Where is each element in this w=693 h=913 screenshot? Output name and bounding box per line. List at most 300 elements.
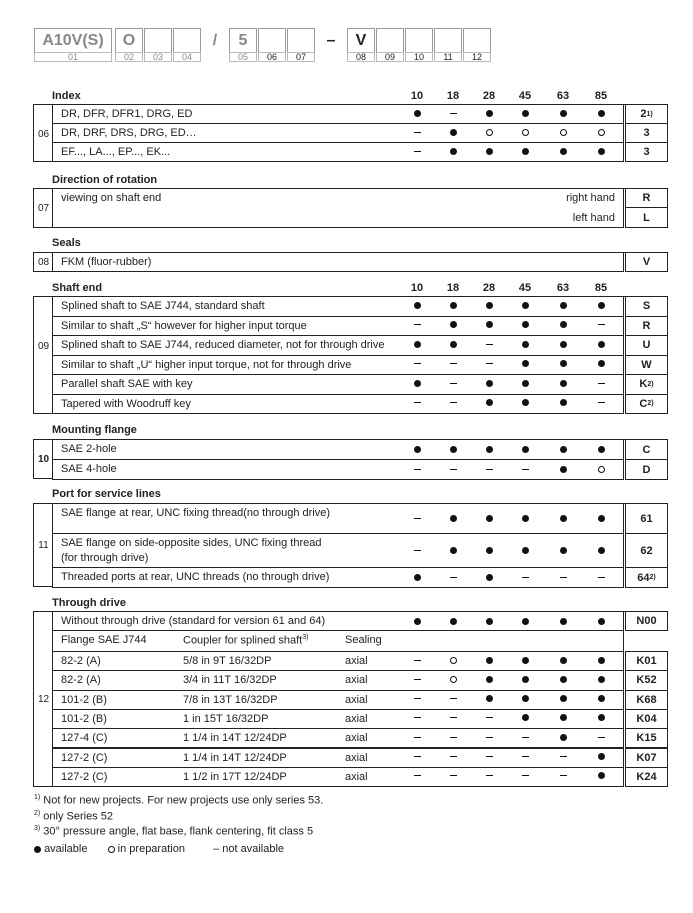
- availability-cell: [402, 123, 432, 142]
- flange-cell: 127-2 (C): [61, 770, 108, 783]
- availability-cell: [474, 567, 504, 587]
- available-dot-icon: [560, 321, 567, 328]
- available-dot-icon: [598, 148, 605, 155]
- available-dot-icon: [598, 676, 605, 683]
- code-box-03: [144, 28, 172, 53]
- row-label: EF..., LA..., EP..., EK...: [61, 146, 171, 158]
- code-box-07: [287, 28, 315, 53]
- available-dot-icon: [522, 341, 529, 348]
- available-dot-icon: [522, 110, 529, 117]
- code-number-09: 09: [376, 52, 404, 62]
- not-available-dash-icon: [522, 775, 529, 776]
- order-code: [625, 709, 668, 729]
- order-code-text: K68: [636, 693, 657, 706]
- availability-cell: [548, 394, 578, 414]
- order-code: [625, 316, 668, 337]
- code-box-10: [405, 28, 433, 53]
- size-header: 10: [410, 90, 424, 102]
- code-box-11: [434, 28, 462, 53]
- availability-cell: [438, 296, 468, 316]
- available-dot-icon: [450, 446, 457, 453]
- not-available-dash-icon: [414, 660, 421, 661]
- availability-cell: [438, 459, 468, 479]
- size-header: 63: [556, 90, 570, 102]
- size-header: 45: [518, 282, 532, 294]
- rotation-option-label: right hand: [566, 192, 615, 204]
- availability-cell: [586, 533, 616, 567]
- availability-cell: [586, 459, 616, 479]
- not-available-dash-icon: [486, 344, 493, 345]
- available-dot-icon: [522, 657, 529, 664]
- availability-cell: [402, 651, 432, 670]
- not-available-dash-icon: [450, 469, 457, 470]
- not-available-dash-icon: [450, 113, 457, 114]
- availability-cell: [548, 690, 578, 709]
- availability-cell: [586, 335, 616, 355]
- availability-cell: [402, 728, 432, 747]
- coupler-cell: 1 in 15T 16/32DP: [183, 712, 269, 725]
- availability-cell: [438, 335, 468, 355]
- available-dot-icon: [486, 380, 493, 387]
- availability-cell: [474, 316, 504, 336]
- available-dot-icon: [522, 148, 529, 155]
- available-dot-icon: [598, 753, 605, 760]
- order-code: [625, 728, 668, 748]
- not-available-dash-icon: [414, 717, 421, 718]
- availability-cell: [474, 533, 504, 567]
- section-title-index: Index: [52, 90, 81, 102]
- available-dot-icon: [414, 574, 421, 581]
- available-dot-icon: [522, 547, 529, 554]
- order-code: [625, 296, 668, 317]
- not-available-dash-icon: [598, 402, 605, 403]
- availability-cell: [548, 709, 578, 728]
- availability-cell: [510, 316, 540, 336]
- available-dot-icon: [486, 695, 493, 702]
- availability-cell: [402, 394, 432, 414]
- order-code: [625, 394, 668, 415]
- availability-cell: [474, 335, 504, 355]
- row-label: SAE 4-hole: [61, 463, 117, 475]
- availability-cell: [402, 690, 432, 709]
- through-header-sealing: Sealing: [345, 634, 382, 646]
- seals-row: [52, 252, 624, 272]
- order-code-text: 2: [640, 108, 647, 120]
- available-dot-icon: [560, 302, 567, 309]
- availability-cell: [474, 748, 504, 767]
- availability-cell: [510, 690, 540, 709]
- availability-cell: [510, 670, 540, 689]
- availability-cell: [586, 503, 616, 533]
- availability-cell: [402, 296, 432, 316]
- not-available-dash-icon: [450, 698, 457, 699]
- availability-cell: [474, 767, 504, 786]
- order-code-text: 3: [643, 127, 650, 139]
- not-available-dash-icon: [450, 756, 457, 757]
- availability-cell: [510, 611, 540, 631]
- available-dot-icon: [598, 695, 605, 702]
- available-dot-icon: [450, 547, 457, 554]
- code-number-11: 11: [434, 52, 462, 62]
- rotation-row: [52, 188, 624, 228]
- available-dot-icon: [560, 446, 567, 453]
- availability-cell: [474, 728, 504, 747]
- available-dot-icon: [522, 446, 529, 453]
- availability-cell: [474, 142, 504, 161]
- availability-cell: [474, 670, 504, 689]
- flange-cell: 101-2 (B): [61, 693, 107, 706]
- availability-cell: [438, 709, 468, 728]
- availability-cell: [510, 728, 540, 747]
- availability-cell: [438, 104, 468, 123]
- availability-cell: [474, 709, 504, 728]
- sealing-cell: axial: [345, 693, 368, 706]
- size-header: 85: [594, 90, 608, 102]
- sealing-cell: axial: [345, 674, 368, 687]
- order-code: N00: [625, 611, 668, 631]
- availability-cell: [474, 690, 504, 709]
- available-dot-icon: [414, 380, 421, 387]
- availability-cell: [438, 670, 468, 689]
- available-dot-icon: [486, 446, 493, 453]
- available-dot-icon: [598, 341, 605, 348]
- order-code: [625, 439, 668, 460]
- section-number: 09: [37, 341, 50, 352]
- sealing-cell: axial: [345, 751, 368, 764]
- availability-cell: [474, 296, 504, 316]
- availability-cell: [438, 767, 468, 786]
- not-available-dash-icon: [450, 383, 457, 384]
- available-dot-icon: [560, 341, 567, 348]
- availability-cell: [474, 439, 504, 459]
- not-available-dash-icon: [414, 550, 421, 551]
- order-code-text: C: [639, 397, 648, 410]
- not-available-dash-icon: [414, 518, 421, 519]
- availability-cell: [510, 439, 540, 459]
- not-available-dash-icon: [598, 383, 605, 384]
- order-code-text: K01: [636, 655, 657, 668]
- section-number-box-07: [33, 188, 53, 228]
- code-number-05: 05: [229, 52, 257, 62]
- availability-cell: [402, 104, 432, 123]
- available-dot-icon: [486, 515, 493, 522]
- availability-cell: [586, 728, 616, 747]
- code-number-10: 10: [405, 52, 433, 62]
- available-dot-icon: [560, 734, 567, 741]
- legend-available: available: [44, 843, 88, 855]
- availability-cell: [438, 439, 468, 459]
- order-code: V: [625, 252, 668, 272]
- availability-cell: [510, 335, 540, 355]
- not-available-dash-icon: [486, 756, 493, 757]
- flange-cell: 82-2 (A): [61, 655, 101, 667]
- availability-cell: [586, 123, 616, 142]
- available-dot-icon: [450, 302, 457, 309]
- order-code-text: 64: [637, 571, 650, 584]
- not-available-dash-icon: [450, 363, 457, 364]
- legend: [34, 843, 284, 855]
- section-number-box-09: [33, 296, 53, 414]
- order-code: [625, 670, 668, 690]
- available-dot-icon: [560, 466, 567, 473]
- flange-cell: 101-2 (B): [61, 712, 107, 725]
- not-available-dash-icon: [486, 469, 493, 470]
- through-header-coupler: Coupler for splined shaft$^{3)}$: [183, 634, 309, 647]
- available-dot-icon: [522, 360, 529, 367]
- row-label: Threaded ports at rear, UNC threads (no through drive): [61, 571, 330, 583]
- available-dot-icon: [560, 148, 567, 155]
- availability-cell: [402, 316, 432, 336]
- not-available-dash-icon: [414, 132, 421, 133]
- order-code-text: D: [642, 463, 651, 476]
- availability-cell: [510, 651, 540, 670]
- availability-cell: [474, 394, 504, 414]
- section-number: 07: [37, 203, 50, 214]
- available-dot-icon: [522, 676, 529, 683]
- coupler-cell: 7/8 in 13T 16/32DP: [183, 693, 278, 706]
- not-available-dash-icon: [414, 698, 421, 699]
- availability-cell: [586, 104, 616, 123]
- size-header: 18: [446, 282, 460, 294]
- availability-cell: [474, 503, 504, 533]
- availability-cell: [586, 316, 616, 336]
- availability-cell: [438, 611, 468, 631]
- availability-cell: [586, 142, 616, 161]
- section-number: 10: [37, 454, 50, 465]
- availability-cell: [438, 374, 468, 394]
- availability-cell: [586, 439, 616, 459]
- availability-cell: [402, 611, 432, 631]
- order-code-text: 61: [640, 512, 653, 525]
- code-number-02: 02: [115, 52, 143, 62]
- row-label: SAE flange at rear, UNC fixing thread(no through drive): [61, 507, 331, 519]
- available-dot-icon: [450, 129, 457, 136]
- available-dot-icon: [560, 657, 567, 664]
- not-available-dash-icon: [560, 577, 567, 578]
- availability-cell: [402, 374, 432, 394]
- size-header: 45: [518, 90, 532, 102]
- available-dot-icon: [560, 714, 567, 721]
- sealing-cell: axial: [345, 770, 368, 783]
- preparation-ring-icon: [108, 846, 115, 853]
- size-header: 63: [556, 282, 570, 294]
- code-box-04: [173, 28, 201, 53]
- order-code: R: [625, 188, 668, 208]
- preparation-ring-icon: [486, 129, 493, 136]
- footnote-3: $^{3)}$ 30° pressure angle, flat base, flank centering, fit class 5: [34, 825, 314, 838]
- size-header: 28: [482, 282, 496, 294]
- available-dot-icon: [598, 657, 605, 664]
- code-number-01: 01: [34, 52, 112, 62]
- availability-cell: [438, 728, 468, 747]
- available-dot-icon: [560, 110, 567, 117]
- availability-cell: [510, 748, 540, 767]
- order-code-text: R: [642, 319, 651, 332]
- preparation-ring-icon: [522, 129, 529, 136]
- availability-cell: [548, 767, 578, 786]
- row-label: Splined shaft to SAE J744, reduced diameter, not for through drive: [61, 339, 385, 351]
- available-dot-icon: [522, 695, 529, 702]
- available-dot-icon: [522, 380, 529, 387]
- availability-cell: [402, 533, 432, 567]
- coupler-cell: 1 1/4 in 14T 12/24DP: [183, 751, 287, 764]
- order-code-text: K07: [636, 751, 657, 764]
- availability-cell: [510, 355, 540, 375]
- availability-cell: [586, 670, 616, 689]
- order-code-text: S: [642, 300, 651, 313]
- not-available-dash-icon: [450, 577, 457, 578]
- not-available-dash-icon: [598, 577, 605, 578]
- code-box-05: 5: [229, 28, 257, 53]
- availability-cell: [548, 374, 578, 394]
- availability-cell: [510, 533, 540, 567]
- order-code: L: [625, 207, 668, 228]
- not-available-dash-icon: [486, 775, 493, 776]
- legend-not-available: – not available: [213, 843, 285, 855]
- section-title-flange: Mounting flange: [52, 424, 137, 436]
- availability-cell: [402, 459, 432, 479]
- section-title-through: Through drive: [52, 597, 126, 609]
- code-number-04: 04: [173, 52, 201, 62]
- code-box-06: [258, 28, 286, 53]
- order-code-footnote: 2): [647, 380, 654, 388]
- order-code: [625, 374, 668, 395]
- available-dot-icon: [598, 302, 605, 309]
- not-available-dash-icon: [414, 737, 421, 738]
- order-code: [625, 690, 668, 710]
- availability-cell: [548, 728, 578, 747]
- availability-cell: [474, 611, 504, 631]
- preparation-ring-icon: [598, 466, 605, 473]
- available-dot-icon: [560, 360, 567, 367]
- not-available-dash-icon: [560, 775, 567, 776]
- availability-cell: [586, 611, 616, 631]
- availability-cell: [402, 670, 432, 689]
- row-label: Parallel shaft SAE with key: [61, 378, 193, 390]
- coupler-cell: 5/8 in 9T 16/32DP: [183, 655, 272, 667]
- availability-cell: [548, 459, 578, 479]
- section-number: 06: [37, 129, 50, 140]
- availability-cell: [548, 123, 578, 142]
- availability-cell: [586, 748, 616, 767]
- code-number-08: 08: [347, 52, 375, 62]
- row-label: Splined shaft to SAE J744, standard shaft: [61, 300, 265, 312]
- availability-cell: [548, 355, 578, 375]
- availability-cell: [548, 335, 578, 355]
- order-code-text: W: [641, 358, 652, 371]
- not-available-dash-icon: [450, 737, 457, 738]
- row-label: Similar to shaft „U“ higher input torque, not for through drive: [61, 358, 352, 371]
- availability-cell: [402, 355, 432, 375]
- flange-cell: 127-2 (C): [61, 751, 108, 764]
- availability-cell: [586, 690, 616, 709]
- available-dot-icon: [598, 110, 605, 117]
- available-dot-icon: [522, 321, 529, 328]
- available-dot-icon: [450, 618, 457, 625]
- order-code-text: 62: [640, 544, 653, 557]
- section-number: 11: [38, 540, 49, 551]
- available-dot-icon: [486, 321, 493, 328]
- size-header: 85: [594, 282, 608, 294]
- section-number-box-10: [33, 439, 53, 479]
- order-code: [625, 651, 668, 671]
- available-dot-icon: [486, 302, 493, 309]
- order-code: [625, 767, 668, 787]
- coupler-cell: 1 1/4 in 14T 12/24DP: [183, 732, 287, 745]
- availability-cell: [586, 767, 616, 786]
- not-available-dash-icon: [450, 402, 457, 403]
- available-dot-icon: [598, 360, 605, 367]
- available-dot-icon: [598, 714, 605, 721]
- size-header: 10: [410, 282, 424, 294]
- availability-cell: [402, 142, 432, 161]
- order-code-text: K15: [636, 732, 657, 745]
- order-code-text: K24: [636, 770, 657, 783]
- availability-cell: [438, 355, 468, 375]
- sealing-cell: axial: [345, 655, 368, 667]
- available-dot-icon: [486, 574, 493, 581]
- available-dot-icon: [522, 515, 529, 522]
- not-available-dash-icon: [414, 679, 421, 680]
- not-available-dash-icon: [414, 363, 421, 364]
- order-code-text: C: [642, 443, 651, 456]
- not-available-dash-icon: [598, 324, 605, 325]
- order-code: [625, 123, 668, 143]
- order-code-text: K52: [636, 674, 657, 687]
- availability-cell: [474, 123, 504, 142]
- available-dot-icon: [522, 399, 529, 406]
- availability-cell: [510, 394, 540, 414]
- available-dot-icon: [598, 446, 605, 453]
- section-number-box-06: [33, 104, 53, 162]
- order-code: [625, 104, 668, 124]
- availability-cell: [548, 439, 578, 459]
- order-code: [625, 748, 668, 768]
- availability-cell: [402, 503, 432, 533]
- order-code-text: 3: [643, 146, 650, 158]
- section-title-ports: Port for service lines: [52, 488, 161, 500]
- code-box-09: [376, 28, 404, 53]
- not-available-dash-icon: [522, 469, 529, 470]
- not-available-dash-icon: [414, 151, 421, 152]
- available-dot-icon: [34, 846, 41, 853]
- not-available-dash-icon: [414, 775, 421, 776]
- available-dot-icon: [486, 110, 493, 117]
- availability-cell: [548, 142, 578, 161]
- row-label: Tapered with Woodruff key: [61, 397, 191, 410]
- size-header: 28: [482, 90, 496, 102]
- available-dot-icon: [560, 618, 567, 625]
- availability-cell: [510, 459, 540, 479]
- code-number-07: 07: [287, 52, 315, 62]
- preparation-ring-icon: [598, 129, 605, 136]
- order-code: [625, 533, 668, 568]
- section-number-box-08: [33, 252, 53, 272]
- code-box-08: V: [347, 28, 375, 53]
- not-available-dash-icon: [522, 737, 529, 738]
- availability-cell: [548, 104, 578, 123]
- availability-cell: [438, 394, 468, 414]
- availability-cell: [586, 394, 616, 414]
- available-dot-icon: [598, 547, 605, 554]
- through-header-flange: Flange SAE J744: [61, 634, 147, 646]
- availability-cell: [474, 104, 504, 123]
- availability-cell: [402, 567, 432, 587]
- preparation-ring-icon: [560, 129, 567, 136]
- available-dot-icon: [522, 302, 529, 309]
- availability-cell: [402, 709, 432, 728]
- not-available-dash-icon: [414, 324, 421, 325]
